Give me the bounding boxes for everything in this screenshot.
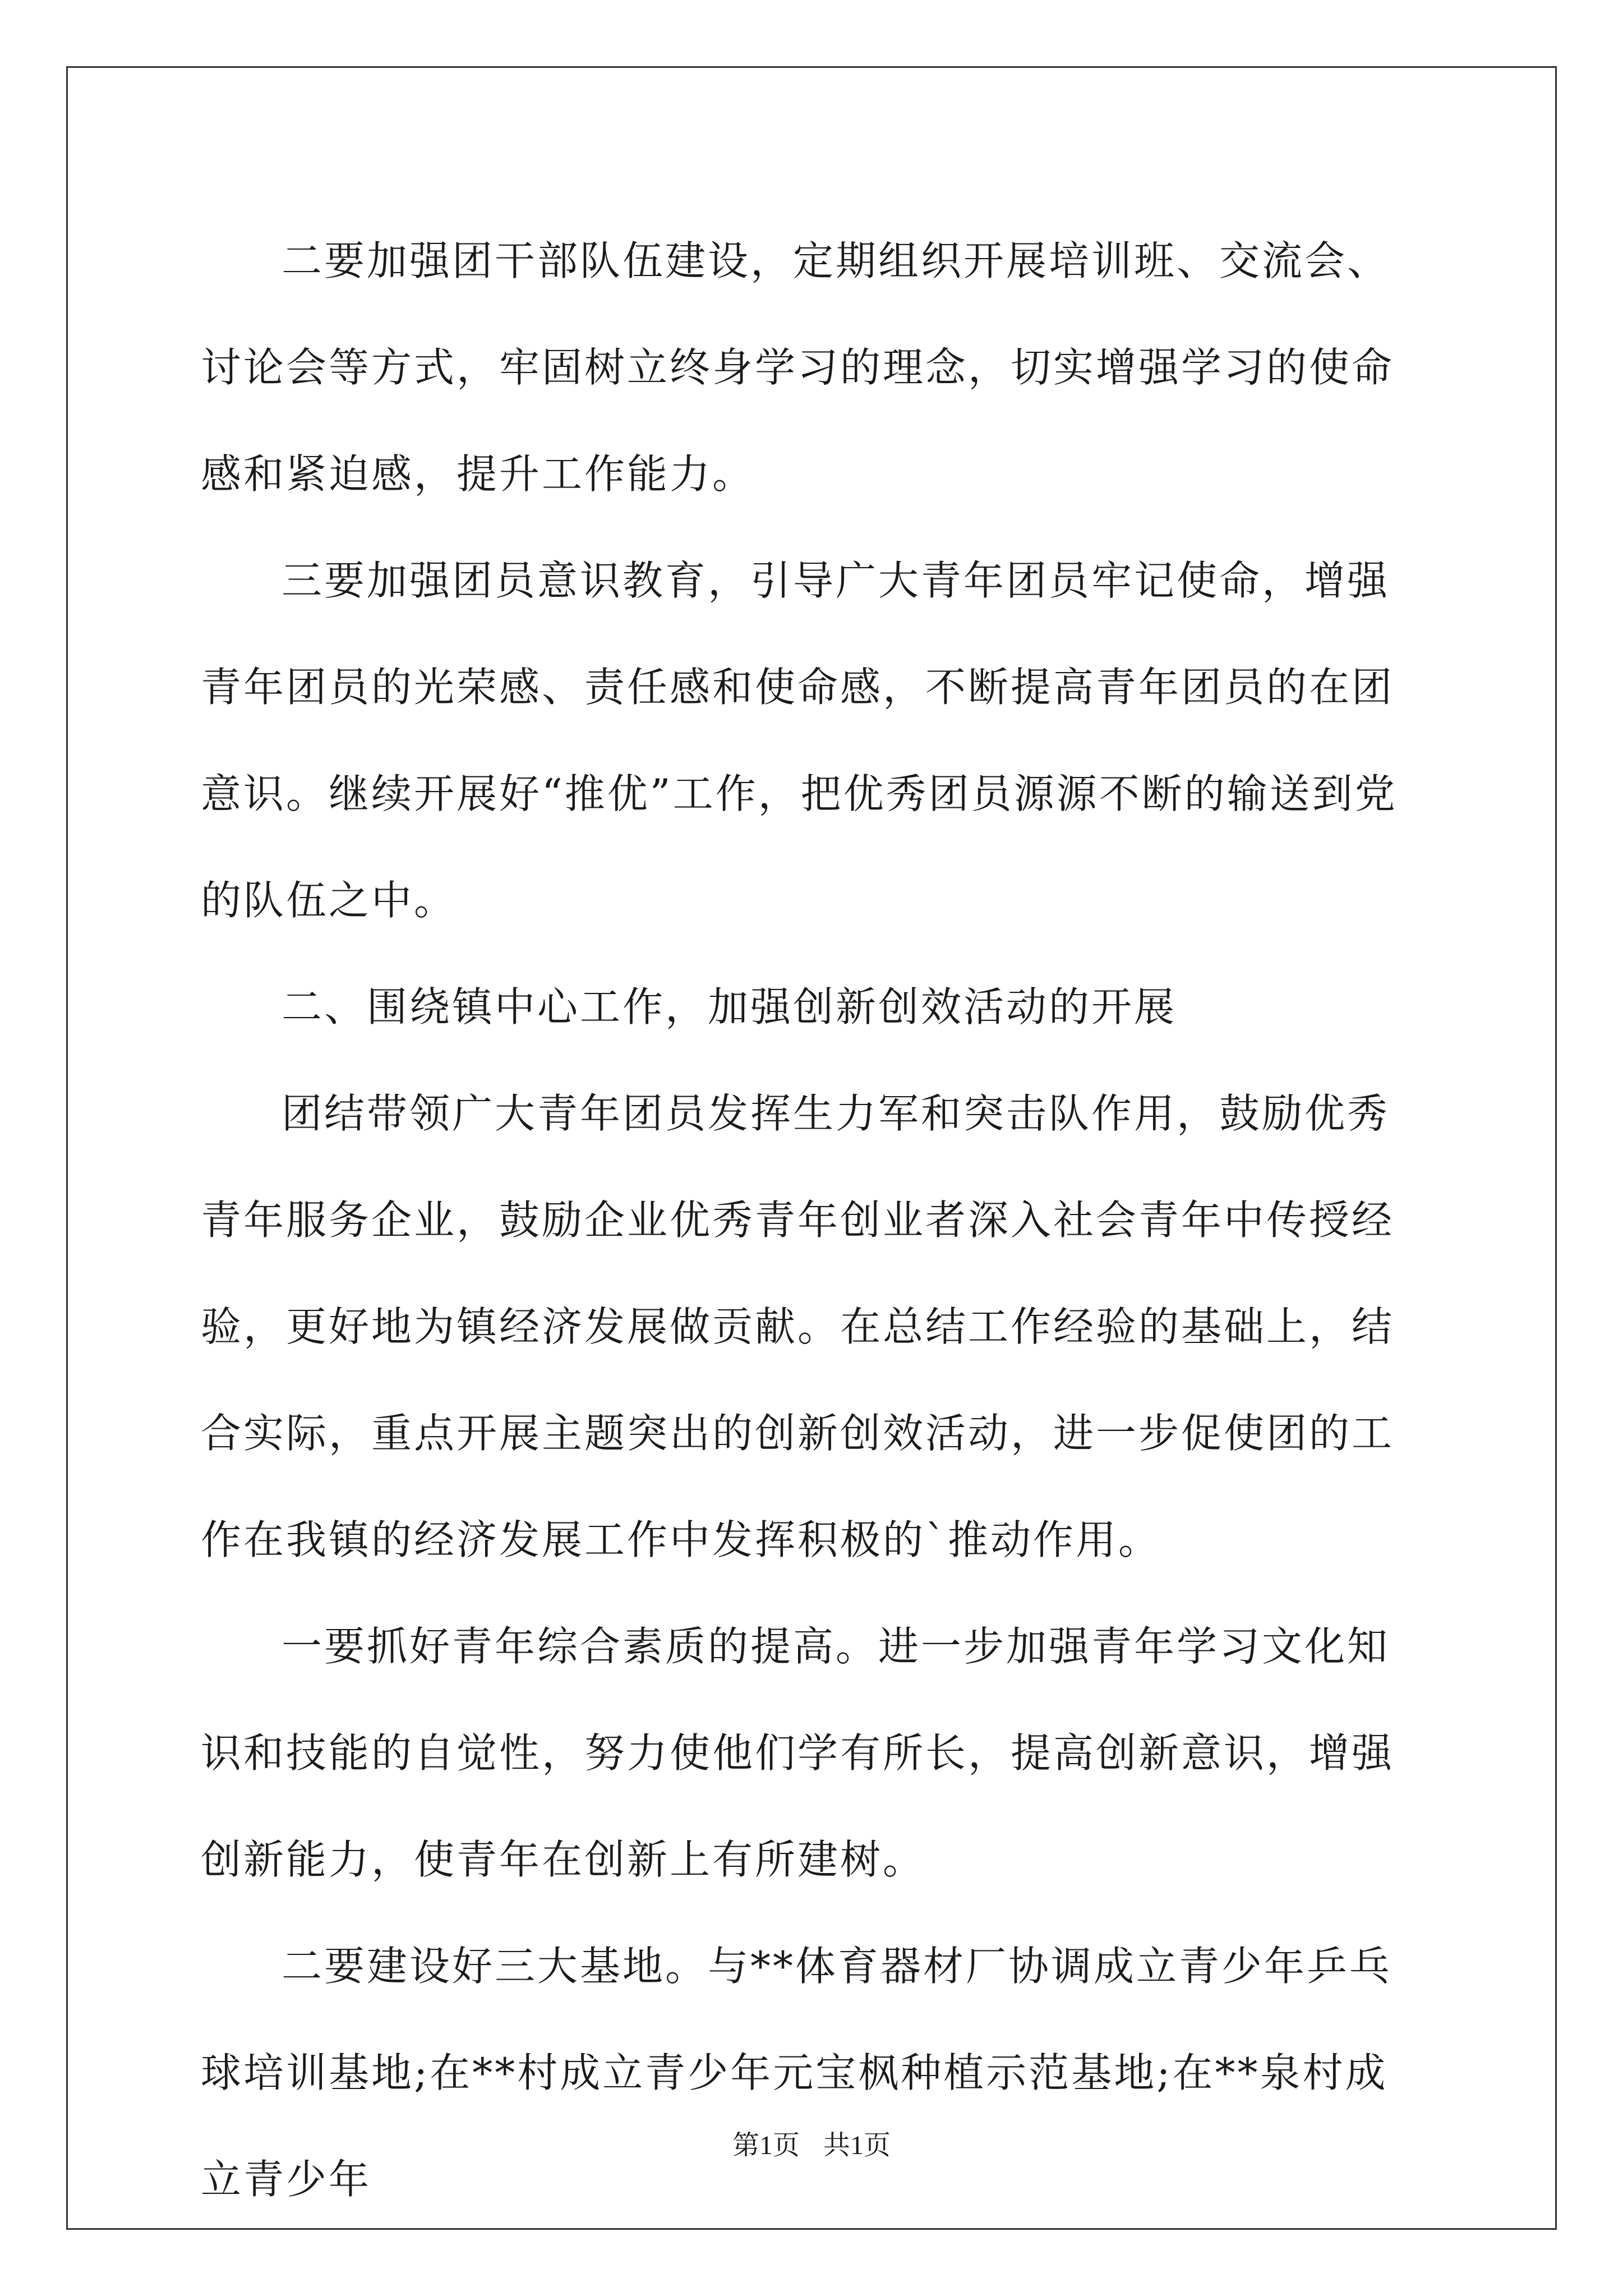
page-total: 共1页: [823, 2131, 891, 2160]
document-body: [201, 208, 1429, 2233]
paragraph-1: 二要加强团干部队伍建设，定期组织开展培训班、交流会、讨论会等方式，牢固树立终身学习的理念，切实增强学习的使命感和紧迫感，提升工作能力。: [201, 237, 1395, 498]
paragraph-3: 团结带领广大青年团员发挥生力军和突击队作用，鼓励优秀青年服务企业，鼓励企业优秀青年创业者深入社会青年中传授经验，更好地为镇经济发展做贡献。在总结工作经验的基础上，结合实际，重点开展主题突出的创新创效活动，进一步促使团的工作在我镇的经济发展工作中发挥积极的`推动作用。: [201, 1090, 1395, 1563]
page-number: 第1页: [732, 2131, 800, 2160]
paragraph-4: 一要抓好青年综合素质的提高。进一步加强青年学习文化知识和技能的自觉性，努力使他们学有所长，提高创新意识，增强创新能力，使青年在创新上有所建树。: [201, 1623, 1395, 1883]
paragraph-2: 三要加强团员意识教育，引导广大青年团员牢记使命，增强青年团员的光荣感、责任感和使命感，不断提高青年团员的在团意识。继续开展好“推优”工作，把优秀团员源源不断的输送到党的队伍之中。: [201, 557, 1398, 924]
page-footer: [0, 2129, 1623, 2162]
paragraph-5: 二要建设好三大基地。与**体育器材厂协调成立青少年乒乓球培训基地;在**村成立青少年元宝枫种植示范基地;在**泉村成立青少年: [201, 1943, 1393, 2203]
section-heading: 二、围绕镇中心工作，加强创新创效活动的开展: [282, 983, 1177, 1030]
